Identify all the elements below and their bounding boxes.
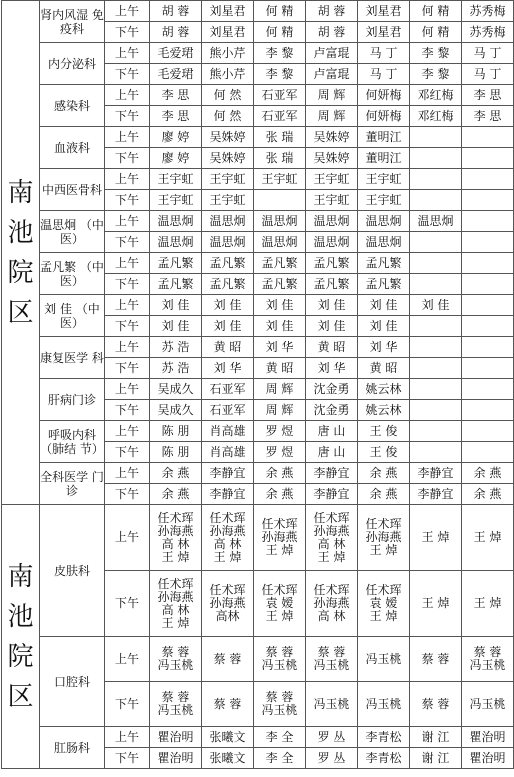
doctor-cell: 刘 华: [202, 358, 254, 379]
table-row: [2, 337, 514, 358]
session-label: 上午: [105, 463, 150, 484]
doctor-cell: 罗 煜: [254, 421, 306, 442]
doctor-cell: [254, 190, 306, 211]
department-label: 刘 佳 （中医）: [40, 295, 105, 337]
doctor-cell: 胡 蓉: [150, 22, 202, 43]
session-label: 上午: [105, 127, 150, 148]
doctor-cell: 唐 山: [306, 421, 358, 442]
doctor-cell: [410, 379, 462, 400]
doctor-cell: 李 思: [462, 85, 514, 106]
session-label: 下午: [105, 232, 150, 253]
doctor-cell: [462, 274, 514, 295]
doctor-cell: 李静宜: [410, 463, 462, 484]
doctor-cell: 李青松: [358, 748, 410, 769]
doctor-cell: [410, 421, 462, 442]
doctor-cell: [462, 358, 514, 379]
doctor-cell: 蔡 蓉: [202, 637, 254, 682]
doctor-cell: 肖高雄: [202, 442, 254, 463]
doctor-cell: 冯玉桃: [358, 637, 410, 682]
doctor-cell: 刘 佳: [410, 295, 462, 316]
doctor-cell: 罗 丛: [306, 727, 358, 748]
doctor-cell: 刘 华: [254, 337, 306, 358]
table-row: [2, 463, 514, 484]
doctor-cell: 苏秀梅: [462, 22, 514, 43]
doctor-cell: 刘 华: [358, 337, 410, 358]
doctor-cell: 刘 佳: [254, 295, 306, 316]
doctor-cell: 冯玉桃: [358, 682, 410, 727]
doctor-cell: 黄 昭: [306, 337, 358, 358]
doctor-cell: 温思炯: [358, 232, 410, 253]
doctor-cell: 蔡 蓉 冯玉桃: [254, 637, 306, 682]
doctor-cell: 苏 浩: [150, 337, 202, 358]
doctor-cell: [410, 232, 462, 253]
doctor-cell: 李静宜: [306, 463, 358, 484]
department-label: 口腔科: [40, 637, 105, 727]
doctor-cell: 周 辉: [254, 400, 306, 421]
department-label: 温思炯 （中医）: [40, 211, 105, 253]
department-label: 康复医学 科: [40, 337, 105, 379]
doctor-cell: 任术珲 袁 嫒 王 焯: [254, 571, 306, 637]
table-row: [2, 211, 514, 232]
doctor-cell: 何 精: [410, 22, 462, 43]
doctor-cell: 姚云林: [358, 400, 410, 421]
session-label: 下午: [105, 682, 150, 727]
doctor-cell: [410, 316, 462, 337]
session-label: 上午: [105, 505, 150, 571]
doctor-cell: 刘 佳: [150, 295, 202, 316]
doctor-cell: 孟凡繁: [202, 274, 254, 295]
doctor-cell: 石亚军: [254, 85, 306, 106]
doctor-cell: [462, 190, 514, 211]
doctor-cell: 王宇虹: [254, 169, 306, 190]
table-row: [2, 637, 514, 682]
doctor-cell: 黄 昭: [254, 358, 306, 379]
doctor-cell: 吴成久: [150, 400, 202, 421]
session-label: 下午: [105, 484, 150, 505]
session-label: 下午: [105, 316, 150, 337]
doctor-cell: 陈 朋: [150, 442, 202, 463]
doctor-cell: [462, 337, 514, 358]
doctor-cell: 刘 佳: [202, 295, 254, 316]
doctor-cell: 李静宜: [202, 463, 254, 484]
doctor-cell: 蔡 蓉 冯玉桃: [254, 682, 306, 727]
doctor-cell: 石亚军: [254, 106, 306, 127]
session-label: 上午: [105, 337, 150, 358]
doctor-cell: 任术珲 孙海燕 高 林 王 焯: [150, 505, 202, 571]
doctor-cell: 刘 佳: [254, 316, 306, 337]
doctor-cell: 刘星君: [202, 22, 254, 43]
doctor-cell: 余 燕: [358, 463, 410, 484]
table-row: [2, 43, 514, 64]
doctor-cell: 吴姝婷: [202, 127, 254, 148]
table-row: [2, 505, 514, 571]
department-label: 全科医学 门诊: [40, 463, 105, 505]
doctor-cell: 卢富琨: [306, 43, 358, 64]
doctor-cell: 李青松: [358, 727, 410, 748]
doctor-cell: 余 燕: [254, 463, 306, 484]
department-label: 肾内风湿 免疫科: [40, 1, 105, 43]
doctor-cell: 张曦文: [202, 727, 254, 748]
doctor-cell: 余 燕: [150, 463, 202, 484]
doctor-cell: 吴成久: [150, 379, 202, 400]
doctor-cell: 任术珲 孙海燕 高 林: [306, 571, 358, 637]
doctor-cell: 张曦文: [202, 748, 254, 769]
session-label: 下午: [105, 106, 150, 127]
doctor-cell: [462, 421, 514, 442]
table-row: [2, 85, 514, 106]
campus-label: 南 池 院 区: [2, 1, 40, 505]
doctor-cell: 何 精: [254, 22, 306, 43]
doctor-cell: 何 然: [202, 106, 254, 127]
doctor-cell: 马 丁: [358, 43, 410, 64]
campus-label: 南 池 院 区: [2, 505, 40, 769]
doctor-cell: 何 精: [254, 1, 306, 22]
session-label: 下午: [105, 64, 150, 85]
doctor-cell: 毛爱珺: [150, 43, 202, 64]
doctor-cell: 余 燕: [462, 484, 514, 505]
session-label: 上午: [105, 169, 150, 190]
table-row: [2, 253, 514, 274]
doctor-cell: 沈金勇: [306, 379, 358, 400]
session-label: 上午: [105, 421, 150, 442]
doctor-cell: 苏秀梅: [462, 1, 514, 22]
doctor-cell: 胡 蓉: [306, 22, 358, 43]
doctor-cell: 孟凡繁: [150, 253, 202, 274]
doctor-cell: 何妍梅: [358, 106, 410, 127]
doctor-cell: 王 焯: [462, 505, 514, 571]
doctor-cell: 任术珲 孙海燕 高林: [202, 571, 254, 637]
doctor-cell: 温思炯: [306, 232, 358, 253]
doctor-cell: 王 俊: [358, 442, 410, 463]
doctor-cell: 姚云林: [358, 379, 410, 400]
doctor-cell: [410, 190, 462, 211]
doctor-cell: 吴姝婷: [202, 148, 254, 169]
doctor-cell: 罗 丛: [306, 748, 358, 769]
department-label: 内分泌科: [40, 43, 105, 85]
doctor-cell: 李静宜: [410, 484, 462, 505]
doctor-cell: 温思炯: [202, 232, 254, 253]
doctor-cell: 王 焯: [462, 571, 514, 637]
doctor-cell: [462, 169, 514, 190]
doctor-cell: 周 辉: [254, 379, 306, 400]
doctor-cell: 毛爱珺: [150, 64, 202, 85]
doctor-cell: 邓红梅: [410, 85, 462, 106]
doctor-cell: 孟凡繁: [254, 253, 306, 274]
doctor-cell: 温思炯: [410, 211, 462, 232]
session-label: 上午: [105, 1, 150, 22]
doctor-cell: 冯玉桃: [306, 682, 358, 727]
doctor-cell: 卢富琨: [306, 64, 358, 85]
doctor-cell: 罗 煜: [254, 442, 306, 463]
doctor-cell: 孟凡繁: [306, 253, 358, 274]
doctor-cell: 李 黎: [254, 43, 306, 64]
doctor-cell: 蔡 蓉: [410, 682, 462, 727]
session-label: 下午: [105, 22, 150, 43]
doctor-cell: 李 思: [150, 106, 202, 127]
doctor-cell: 王宇虹: [306, 190, 358, 211]
doctor-cell: [410, 253, 462, 274]
doctor-cell: [462, 232, 514, 253]
table-row: [2, 169, 514, 190]
doctor-cell: 任术珲 孙海燕 王 焯: [254, 505, 306, 571]
doctor-cell: 李 黎: [254, 64, 306, 85]
doctor-cell: 王 俊: [358, 421, 410, 442]
doctor-cell: 任术珲 孙海燕 高 林 王 焯: [202, 505, 254, 571]
doctor-cell: 余 燕: [254, 484, 306, 505]
table-row: [2, 1, 514, 22]
doctor-cell: [462, 148, 514, 169]
session-label: 下午: [105, 274, 150, 295]
doctor-cell: [410, 274, 462, 295]
doctor-cell: 孟凡繁: [306, 274, 358, 295]
session-label: 上午: [105, 211, 150, 232]
doctor-cell: 蔡 蓉: [410, 637, 462, 682]
doctor-cell: 刘 佳: [202, 316, 254, 337]
doctor-cell: 何妍梅: [358, 85, 410, 106]
doctor-cell: 温思炯: [254, 232, 306, 253]
department-label: 感染科: [40, 85, 105, 127]
doctor-cell: [462, 253, 514, 274]
doctor-cell: 胡 蓉: [150, 1, 202, 22]
doctor-cell: 刘 佳: [358, 316, 410, 337]
doctor-cell: 刘星君: [358, 22, 410, 43]
doctor-cell: 马 丁: [462, 64, 514, 85]
doctor-cell: 孟凡繁: [202, 253, 254, 274]
doctor-cell: 邓红梅: [410, 106, 462, 127]
doctor-cell: 孟凡繁: [358, 253, 410, 274]
doctor-cell: 唐 山: [306, 442, 358, 463]
doctor-cell: [462, 400, 514, 421]
session-label: 下午: [105, 358, 150, 379]
doctor-cell: 苏 浩: [150, 358, 202, 379]
doctor-cell: [462, 295, 514, 316]
doctor-cell: 王宇虹: [150, 190, 202, 211]
doctor-cell: 何 精: [410, 1, 462, 22]
doctor-cell: 蔡 蓉 冯玉桃: [462, 637, 514, 682]
doctor-cell: 蔡 蓉 冯玉桃: [306, 637, 358, 682]
doctor-cell: 温思炯: [150, 232, 202, 253]
table-row: [2, 421, 514, 442]
session-label: 上午: [105, 727, 150, 748]
doctor-cell: 张 瑞: [254, 127, 306, 148]
doctor-cell: 温思炯: [254, 211, 306, 232]
doctor-cell: 胡 蓉: [306, 1, 358, 22]
doctor-cell: 瞿治明: [462, 748, 514, 769]
doctor-cell: 谢 江: [410, 727, 462, 748]
doctor-cell: 谢 江: [410, 748, 462, 769]
doctor-cell: 马 丁: [358, 64, 410, 85]
doctor-cell: 余 燕: [150, 484, 202, 505]
doctor-cell: 温思炯: [150, 211, 202, 232]
doctor-cell: 石亚军: [202, 379, 254, 400]
department-label: 孟凡繁 （中医）: [40, 253, 105, 295]
doctor-cell: 何 然: [202, 85, 254, 106]
department-label: 中西医骨科: [40, 169, 105, 211]
doctor-cell: 蔡 蓉 冯玉桃: [150, 637, 202, 682]
doctor-cell: [410, 337, 462, 358]
doctor-cell: 余 燕: [462, 463, 514, 484]
doctor-cell: 王 焯: [410, 571, 462, 637]
session-label: 下午: [105, 571, 150, 637]
table-row: [2, 127, 514, 148]
doctor-cell: 廖 婷: [150, 148, 202, 169]
doctor-cell: 刘 佳: [358, 295, 410, 316]
doctor-cell: 瞿治明: [462, 727, 514, 748]
session-label: 下午: [105, 748, 150, 769]
doctor-cell: 马 丁: [462, 43, 514, 64]
doctor-cell: 任术珲 孙海燕 高 林 王 焯: [150, 571, 202, 637]
doctor-cell: 吴姝婷: [306, 148, 358, 169]
doctor-cell: 王宇虹: [306, 169, 358, 190]
doctor-cell: 任术珲 孙海燕 高 林 王 焯: [306, 505, 358, 571]
doctor-cell: 孟凡繁: [254, 274, 306, 295]
doctor-cell: 熊小芹: [202, 64, 254, 85]
doctor-cell: 瞿治明: [150, 748, 202, 769]
department-label: 肝病门诊: [40, 379, 105, 421]
doctor-cell: 陈 朋: [150, 421, 202, 442]
doctor-cell: 蔡 蓉 冯玉桃: [150, 682, 202, 727]
doctor-cell: 李静宜: [306, 484, 358, 505]
doctor-cell: 刘星君: [202, 1, 254, 22]
doctor-cell: 石亚军: [202, 400, 254, 421]
doctor-cell: [462, 211, 514, 232]
schedule-table: [1, 0, 514, 769]
doctor-cell: 董明江: [358, 148, 410, 169]
doctor-cell: 刘星君: [358, 1, 410, 22]
doctor-cell: 王宇虹: [202, 190, 254, 211]
department-label: 皮肤科: [40, 505, 105, 637]
doctor-cell: 黄 昭: [358, 358, 410, 379]
doctor-cell: [462, 442, 514, 463]
doctor-cell: 熊小芹: [202, 43, 254, 64]
doctor-cell: 李 思: [150, 85, 202, 106]
doctor-cell: 冯玉桃: [462, 682, 514, 727]
doctor-cell: 李 黎: [410, 64, 462, 85]
doctor-cell: [462, 127, 514, 148]
doctor-cell: [462, 316, 514, 337]
doctor-cell: 董明江: [358, 127, 410, 148]
doctor-cell: 王宇虹: [358, 169, 410, 190]
doctor-cell: 黄 昭: [202, 337, 254, 358]
doctor-cell: 吴姝婷: [306, 127, 358, 148]
doctor-cell: 任术珲 袁 嫒 王 焯: [358, 571, 410, 637]
doctor-cell: 温思炯: [306, 211, 358, 232]
doctor-cell: 蔡 蓉: [202, 682, 254, 727]
doctor-cell: 沈金勇: [306, 400, 358, 421]
doctor-cell: 孟凡繁: [358, 274, 410, 295]
department-label: 呼吸内科 （肺结 节）: [40, 421, 105, 463]
session-label: 下午: [105, 442, 150, 463]
doctor-cell: 刘 佳: [150, 316, 202, 337]
doctor-cell: 李静宜: [202, 484, 254, 505]
doctor-cell: 任术珲 孙海燕 王 焯: [358, 505, 410, 571]
doctor-cell: 周 辉: [306, 85, 358, 106]
session-label: 上午: [105, 253, 150, 274]
doctor-cell: 温思炯: [202, 211, 254, 232]
session-label: 下午: [105, 400, 150, 421]
session-label: 上午: [105, 637, 150, 682]
doctor-cell: 王宇虹: [202, 169, 254, 190]
doctor-cell: 瞿治明: [150, 727, 202, 748]
department-label: 肛肠科: [40, 727, 105, 769]
session-label: 下午: [105, 190, 150, 211]
doctor-cell: 温思炯: [358, 211, 410, 232]
doctor-cell: 周 辉: [306, 106, 358, 127]
doctor-cell: [410, 358, 462, 379]
table-row: [2, 295, 514, 316]
department-label: 血液科: [40, 127, 105, 169]
doctor-cell: 刘 佳: [306, 316, 358, 337]
doctor-cell: 廖 婷: [150, 127, 202, 148]
session-label: 上午: [105, 43, 150, 64]
session-label: 下午: [105, 148, 150, 169]
doctor-cell: [410, 442, 462, 463]
doctor-cell: [410, 169, 462, 190]
doctor-cell: 孟凡繁: [150, 274, 202, 295]
session-label: 上午: [105, 85, 150, 106]
doctor-cell: [462, 379, 514, 400]
doctor-cell: [410, 148, 462, 169]
table-row: [2, 727, 514, 748]
doctor-cell: 肖高雄: [202, 421, 254, 442]
doctor-cell: 王宇虹: [150, 169, 202, 190]
doctor-cell: 李 全: [254, 748, 306, 769]
doctor-cell: 王 焯: [410, 505, 462, 571]
doctor-cell: 王宇虹: [358, 190, 410, 211]
doctor-cell: 李 思: [462, 106, 514, 127]
doctor-cell: [410, 400, 462, 421]
doctor-cell: 余 燕: [358, 484, 410, 505]
doctor-cell: 李 黎: [410, 43, 462, 64]
doctor-cell: 刘 华: [306, 358, 358, 379]
doctor-cell: 李 全: [254, 727, 306, 748]
table-row: [2, 379, 514, 400]
doctor-cell: 张 瑞: [254, 148, 306, 169]
doctor-cell: [410, 127, 462, 148]
session-label: 上午: [105, 295, 150, 316]
doctor-cell: 刘 佳: [306, 295, 358, 316]
session-label: 上午: [105, 379, 150, 400]
